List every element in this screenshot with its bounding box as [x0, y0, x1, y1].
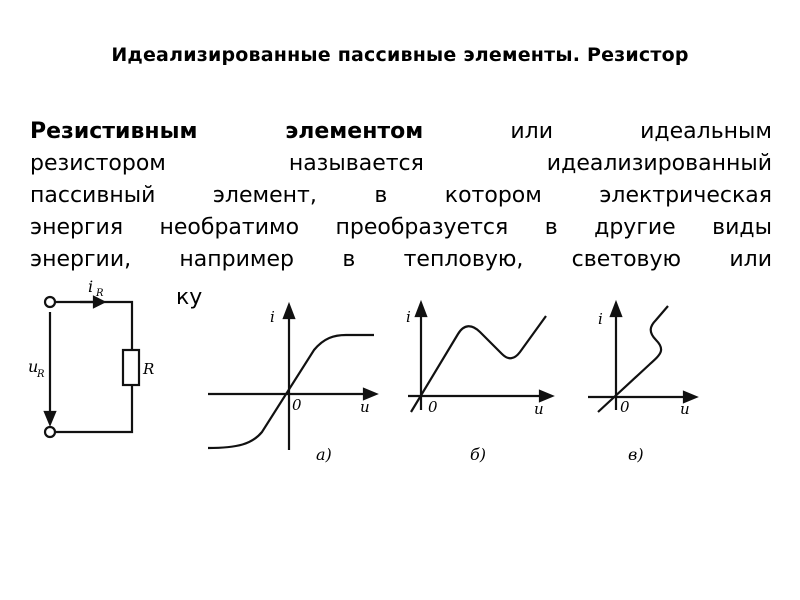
paragraph-line-3: пассивный элемент, в котором электрическая	[30, 183, 772, 208]
graph-a-caption: а)	[316, 445, 332, 464]
page-title: Идеализированные пассивные элементы. Резистор	[111, 44, 689, 66]
graph-a-origin: 0	[292, 396, 302, 414]
resistor-label: R	[143, 360, 155, 378]
voltage-label: u	[28, 357, 39, 376]
graph-v-origin: 0	[620, 398, 630, 416]
voltage-subscript: R	[37, 369, 45, 380]
graph-v-x-label: u	[680, 400, 690, 418]
graph-v-caption: в)	[628, 445, 644, 464]
graph-b-caption: б)	[470, 445, 487, 464]
graph-a-x-label: u	[360, 398, 370, 416]
current-subscript: R	[96, 288, 104, 299]
paragraph-line-1-rest: или идеальным	[423, 119, 773, 144]
graph-v-y-label: i	[598, 310, 603, 328]
figure-background	[0, 283, 800, 600]
graph-a-y-label: i	[270, 308, 275, 326]
paragraph-line-6-fragment: ку	[176, 285, 203, 310]
current-label: i	[88, 277, 94, 296]
paragraph-line-2: резистором называется идеализированный	[30, 151, 772, 176]
paragraph-line-4: энергия необратимо преобразуется в другие виды	[30, 215, 772, 240]
term-highlight: Резистивным элементом	[30, 119, 424, 144]
paragraph-line-5: энергии, например в тепловую, световую или	[30, 247, 772, 272]
graph-b-origin: 0	[428, 398, 438, 416]
graph-b-y-label: i	[406, 308, 411, 326]
graph-b-x-label: u	[534, 400, 544, 418]
